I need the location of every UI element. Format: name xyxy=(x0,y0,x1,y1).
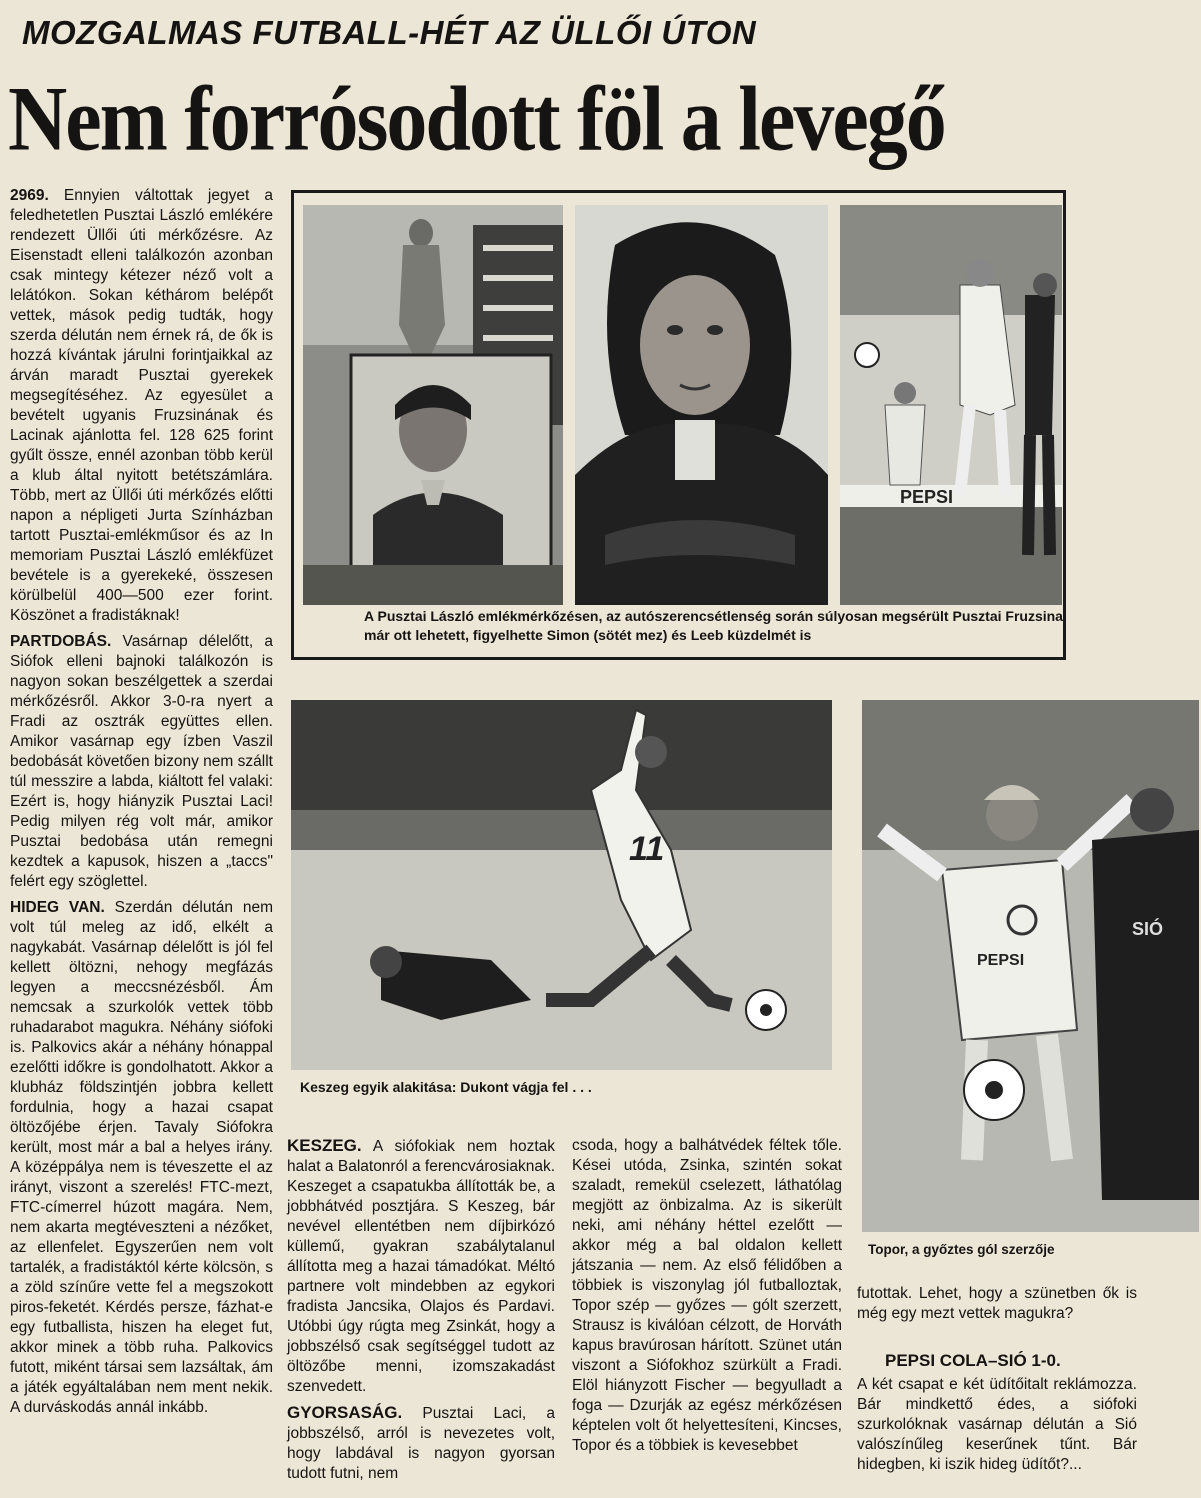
lead-partdobas: PARTDOBÁS. xyxy=(10,633,112,650)
paragraph-text: Szerdán délután nem volt túl meleg az idő, elkélt a nagykabát. Vasárnap délelőtt is jól fel kellett öltözni, nehogy megfázás legyen a meccsnézésből. Ám nemcsak a szurkolók vettek több ruhadarabot magukra. Néhány siófoki is. Palkovics akár a néhány hónappal ezelőtti időkre is gondolhatott. Akkor a klubház földszintjén jobbra kellett fordulnia, hogy a hazai csapat öltözőjébe érjen. Tavaly Siófokra került, most már a bal a helyes irány. A középpálya nem is téveszette el az irányt, viszont a szerelés! FTC-mezt, FTC-címerrel húzott magára. Nem, nem akarta megtéveszteni a nézőket, az ellenfelet. Egyszerűen nem volt tartalék, a fradistáktól kérte kölcsön, s a zöld színűre vette fel a megszokott piros-feketét. Kérdés persze, fázhat-e egy futballista, hiszen ha eleget fut, akkor minek a több ruha. Palkovics futott, miként társai sem lazsáltak, ám a játék egyáltalában nem ment nekik. A durváskodás annál inkább. xyxy=(10,899,273,1416)
paragraph-text: A siófokiak nem hoztak halat a Balatonról a ferencvárosiaknak. Keszeget a csapatukba állították be, a jobbhátvéd posztjára. S Keszeg, bár nevével ellentétben nem díjbirkózó küllemű, gyakran szabálytalanul állította meg a hazai támadókat. Méltó partnere volt mindebben az egykori fradista Jancsika, Olajos és Pardavi. Utóbbi úgy rúgta meg Zsinkát, hogy a jobbszélső csak segítséggel tudott az öltözőbe menni, izomszakadást szenvedett. xyxy=(287,1138,555,1395)
column-2 xyxy=(287,1136,555,1490)
shirt-number: 11 xyxy=(629,830,665,868)
paragraph-hideg-van xyxy=(10,898,273,1418)
kicker: MOZGALMAS FUTBALL-HÉT AZ ÜLLŐI ÚTON xyxy=(22,14,757,51)
photo-memorial-portrait xyxy=(303,205,563,605)
caption-keszeg: Keszeg egyik alakitása: Dukont vágja fel . . . xyxy=(300,1079,592,1095)
paragraph-attendance xyxy=(10,186,273,626)
paragraph-pepsi: A két csapat e két üdítőitalt reklámozza. Bár mindkettő édes, a siófoki szurkolóknak vasárnap délután a Sió valószínűleg keserűnek tűnt. Bár hidegben, ki iszik hideg üdítőt?... xyxy=(857,1376,1137,1473)
column-4b xyxy=(857,1375,1137,1481)
photo-topor xyxy=(862,700,1199,1232)
photo-simon-leeb xyxy=(840,205,1062,605)
sponsor-text: PEPSI xyxy=(977,952,1025,969)
photo-keszeg-tackle xyxy=(291,700,832,1070)
paragraph-text: Ennyien váltottak jegyet a feledhetetlen Pusztai László emlékére rendezett Üllői úti mérkőzésre. Az Eisenstadt elleni találkozón azonban csak mintegy kétezer néző volt a lelátókon. Sokan kéthárom belépőt vettek, mások pedig tudták, hogy szerda délután nem érnek rá, de ők is hozzá kívántak járulni forintjaikkal az árván maradt Pusztai gyerekek megsegítéséhez. Az egyesület a bevételt ugyanis Fruzsinának és Lacinak ajánlotta fel. 128 625 forint gyűlt össze, ennél azonban több kerül a klub által nyitott betétszámlára. Több, mert az Üllői úti mérkőzés előtti napon a népligeti Jurta Színházban tartott Pusztai-emlékműsor és az In memoriam Pusztai László emlékfüzet bevétele is a gyerekeké, összesen körülbelül 400—500 ezer forint. Köszönet a fradistáknak! xyxy=(10,187,273,624)
sio-text: SIÓ xyxy=(1132,919,1164,939)
photo-frame-top xyxy=(291,190,1066,660)
lead-gyorsasag: GYORSASÁG. xyxy=(287,1403,403,1422)
paragraph-text: Vasárnap délelőtt, a Siófok elleni bajnoki találkozón is nagyon sokan beszélgettek a szerdai mérkőzésről. Akkor 3-0-ra nyert a Fradi az osztrák együttes ellen. Amikor vasárnap egy ízben Vaszil bedobását követően bizony nem szállt túl messzire a labda, kiáltott fel valaki: Ezért is, hogy hiányzik Pusztai Laci! Pedig milyen rég volt már, amikor Pusztai bedobása után remegni kezdtek a kapusok, hiszen a „taccs" felért egy szöglettel. xyxy=(10,633,273,890)
column-4 xyxy=(857,1284,1137,1330)
subheading-pepsi-sio: PEPSI COLA–SIÓ 1-0. xyxy=(885,1351,1061,1370)
lead-keszeg: KESZEG. xyxy=(287,1136,362,1155)
ad-board-text: PEPSI xyxy=(900,487,954,507)
paragraph-futottak: futottak. Lehet, hogy a szünetben ők is még egy mezt vettek magukra? xyxy=(857,1285,1137,1322)
caption-top-photos: A Pusztai László emlékmérkőzésen, az autószerencsétlenség során súlyosan megsérült Pusztai Fruzsina már ott lehetett, figyelhette Simon (sötét mez) és Leeb küzdelmét is xyxy=(364,608,1063,643)
photo-fruzsina xyxy=(575,205,828,605)
column-3 xyxy=(572,1136,842,1462)
paragraph-text: Pusztai Laci, a jobbszélső, arról is nevezetes volt, hogy labdával is nagyon gyorsan tudott futni, nem xyxy=(287,1405,555,1482)
paragraph-keszeg xyxy=(287,1136,555,1397)
headline: Nem forrósodott föl a levegő xyxy=(8,67,945,170)
caption-topor: Topor, a győztes gól szerzője xyxy=(868,1242,1055,1257)
column-1 xyxy=(10,186,273,1424)
paragraph-keszeg-cont: csoda, hogy a balhátvédek féltek tőle. Kései utóda, Zsinka, szintén sokat szaladt, remekül cselezett, láthatólag megjött az önbizalma. Az is sikerült neki, ami néhány héttel ezelőtt — akkor még a bal oldalon kellett játszania — nem. Az első félidőben a többiek is viszonylag jól futballoztak, Topor szép — győzes — gólt szerzett, Strausz is kiválóan célzott, de Horváth kapus bravúrosan hárított. Szünet után viszont a Siófokhoz szürkült a Fradi. Elöl hiányzott Fischer — begyulladt a foga — Dzurják az egész mérkőzésen képtelen volt őt helyettesíteni, Kincses, Topor és a többiek is kevesebbet xyxy=(572,1137,842,1454)
paragraph-partdobas xyxy=(10,632,273,892)
paragraph-gyorsasag xyxy=(287,1403,555,1484)
lead-hideg-van: HIDEG VAN. xyxy=(10,899,105,916)
lead-2969: 2969. xyxy=(10,187,49,204)
